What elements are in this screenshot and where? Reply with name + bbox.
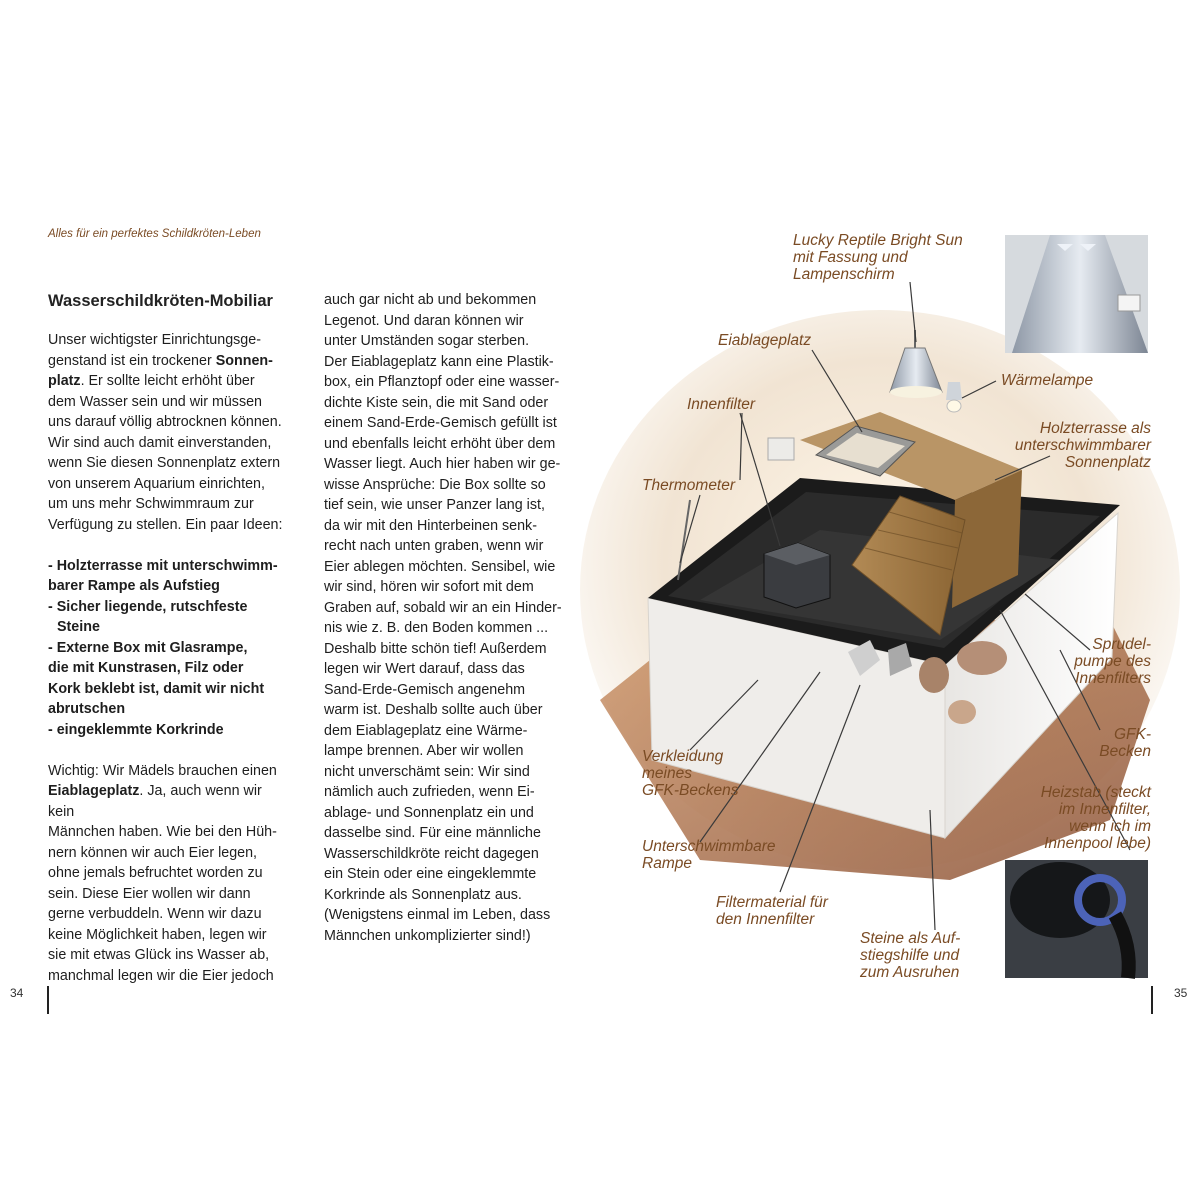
label-sprudelpumpe: Sprudel- pumpe des Innenfilters bbox=[1074, 636, 1151, 687]
bold-term: platz bbox=[48, 373, 81, 389]
lamp-inset-photo bbox=[1005, 235, 1148, 353]
label-heizstab: Heizstab (steckt im Innenfilter, wenn ich im Innenpool lebe) bbox=[1040, 784, 1151, 852]
list-item: barer Rampe als Aufstieg bbox=[48, 578, 220, 594]
wall-socket bbox=[768, 438, 794, 460]
paragraph-2: Wichtig: Wir Mädels brauchen einen Eiablageplatz. Ja, auch wenn wir kein Männchen haben. Wie bei den Hüh- nern können wir auch Eier legen, ohne jemals befruchtet worden zu sein. Diese Eier wollen wir dann gerne verbuddeln. Wenn wir dazu keine Möglichkeit haben, legen wir sie mit etwas Glück ins Wasser ab, manchmal legen wir die Eier jedoch bbox=[48, 762, 277, 984]
label-holzterrasse: Holzterrasse als unterschwimmbarer Sonnenplatz bbox=[1014, 420, 1151, 471]
list-item: Kork beklebt ist, damit wir nicht bbox=[48, 680, 265, 697]
page-number-right: 35 bbox=[1174, 986, 1188, 1000]
list-item: - eingeklemmte Korkrinde bbox=[48, 721, 224, 738]
label-filtermaterial: Filtermaterial für den Innenfilter bbox=[716, 894, 828, 928]
rock bbox=[948, 700, 976, 724]
running-header: Alles für ein perfektes Schildkröten-Leben bbox=[48, 228, 261, 240]
list-item: die mit Kunstrasen, Filz oder bbox=[48, 660, 244, 676]
list-item: - Sicher liegende, rutschfeste Steine bbox=[48, 598, 248, 635]
paragraph-1: Unser wichtigster Einrichtungsge- genstand ist ein trockener Sonnen- platz. Er sollte leicht erhöht über dem Wasser sein und wir müssen uns darauf völlig abtrocknen können. Wir sind auch damit einverstanden, wenn Sie diesen Sonnenplatz extern von unserem Aquarium einrichten, um uns mehr Schwimmraum zur Verfügung zu stellen. Ein paar Ideen: bbox=[48, 332, 283, 533]
label-eiablageplatz: Eiablageplatz bbox=[718, 332, 812, 349]
paragraph-3: auch gar nicht ab und bekommen Legenot. Und daran können wir unter Umständen sogar sterben. Der Eiablageplatz kann eine Plastik- box, ein Pflanztopf oder eine wasser- dichte Kiste sein, die mit Sand oder einem Sand-Erde-Gemisch gefüllt ist und ebenfalls leicht erhöht über dem Wasser liegt. Auch hier haben wir ge- wisse Ansprüche: Die Box sollte so tief sein, wie unser Panzer lang ist, da wir mit den Hinterbeinen senk- recht nach unten graben, wenn wir Eier ablegen möchten. Sensibel, wie wir sind, hören wir sofort mit dem Graben auf, sobald wir an ein Hinder- nis wie z. B. den Boden kommen ... Deshalb bitte schön tief! Außerdem legen wir Wert darauf, dass das Sand-Erde-Gemisch angenehm warm ist. Deshalb sollte auch über dem Eiablageplatz eine Wärme- lampe brennen. Aber wir wollen nicht unverschämt sein: Wir sind nämlich auch zufrieden, wenn Ei- ablage- und Sonnenplatz ein und dasselbe sind. Für eine männliche Wasserschildkröte reicht dagegen ein Stein oder eine eingeklemmte Korkrinde als Sonnenplatz aus. (Wenigstens einmal im Leben, dass Männchen unkomplizierter sind!) bbox=[324, 292, 562, 944]
label-innenfilter: Innenfilter bbox=[687, 396, 756, 413]
label-rampe: Unterschwimmbare Rampe bbox=[642, 838, 776, 872]
warming-lamp bbox=[946, 382, 962, 400]
rock bbox=[919, 657, 949, 693]
heater-inset-photo bbox=[1005, 860, 1148, 978]
label-lamp: Lucky Reptile Bright Sun mit Fassung und Lampenschirm bbox=[793, 232, 963, 283]
bold-term: Sonnen- bbox=[215, 352, 273, 369]
page-number-left: 34 bbox=[10, 986, 24, 1000]
label-thermometer: Thermometer bbox=[642, 477, 736, 494]
list-item: abrutschen bbox=[48, 701, 126, 717]
rock bbox=[957, 641, 1007, 675]
bold-term: Eiablageplatz bbox=[48, 783, 140, 799]
label-waermelampe: Wärmelampe bbox=[1001, 372, 1094, 389]
label-gfk-becken: GFK- Becken bbox=[1099, 726, 1151, 760]
section-heading: Wasserschildkröten-Mobiliar bbox=[48, 292, 273, 310]
label-verkleidung: Verkleidung meines GFK-Beckens bbox=[642, 748, 739, 799]
list-item: - Holzterrasse mit unterschwimm- bbox=[48, 557, 278, 574]
label-steine: Steine als Auf- stiegshilfe und zum Ausruhen bbox=[860, 930, 961, 981]
list-item: - Externe Box mit Glasrampe, bbox=[48, 639, 248, 656]
